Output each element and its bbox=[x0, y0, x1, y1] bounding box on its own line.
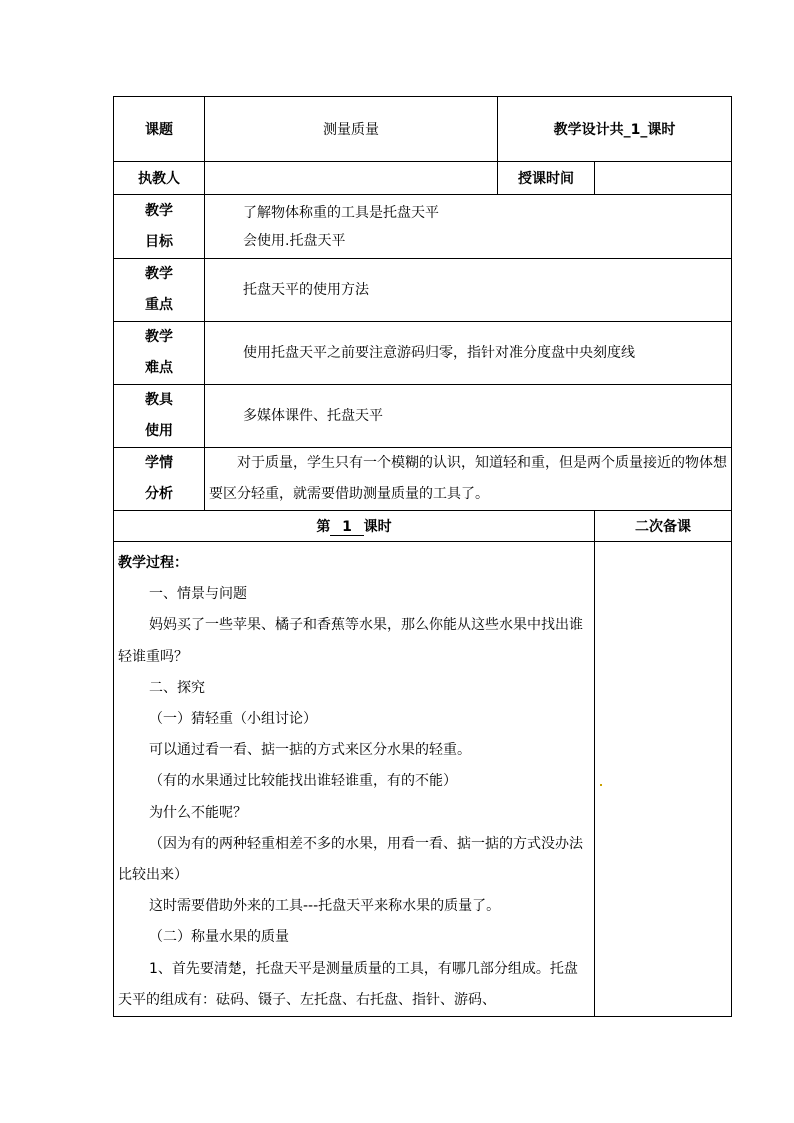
secondary-prep-heading: 二次备课 bbox=[595, 511, 732, 542]
title-row bbox=[114, 97, 732, 162]
process-line: 一、情景与问题 bbox=[149, 586, 247, 603]
teacher-row bbox=[114, 162, 732, 195]
process-line: 可以通过看一看、掂一掂的方式来区分水果的轻重。 bbox=[149, 742, 471, 759]
objectives-label: 教学 目标 bbox=[114, 195, 205, 259]
analysis-row bbox=[114, 448, 732, 511]
time-label: 授课时间 bbox=[498, 162, 595, 195]
time-value bbox=[595, 162, 732, 195]
materials-content: 多媒体课件、托盘天平 bbox=[205, 385, 732, 448]
difficulty-content: 使用托盘天平之前要注意游码归零，指针对准分度盘中央刻度线 bbox=[205, 322, 732, 385]
analysis-content: 对于质量，学生只有一个模糊的认识，知道轻和重，但是两个质量接近的物体想要区分轻重，就需要借助测量质量的工具了。 bbox=[205, 448, 732, 511]
process-line: 为什么不能呢？ bbox=[149, 804, 247, 821]
process-row bbox=[114, 542, 732, 1017]
materials-row bbox=[114, 385, 732, 448]
subject-label: 课题 bbox=[114, 97, 205, 162]
process-line: （有的水果通过比较能找出谁轻谁重，有的不能） bbox=[149, 773, 457, 790]
process-title: 教学过程： bbox=[118, 555, 188, 571]
process-line: （二）称量水果的质量 bbox=[149, 929, 289, 946]
subject-value: 测量质量 bbox=[205, 97, 498, 162]
secondary-prep-column bbox=[595, 542, 732, 1017]
teacher-value bbox=[205, 162, 498, 195]
process-line: 1、首先要清楚，托盘天平是测量质量的工具，有哪几部分组成。托盘天平的组成有：砝码、镊子、左托盘、右托盘、指针、游码、 bbox=[118, 960, 578, 1008]
teacher-label: 执教人 bbox=[114, 162, 205, 195]
difficulty-row bbox=[114, 322, 732, 385]
process-line: 这时需要借助外来的工具---托盘天平来称水果的质量了。 bbox=[149, 898, 501, 915]
stray-mark bbox=[600, 784, 602, 786]
process-line: 妈妈买了一些苹果、橘子和香蕉等水果，那么你能从这些水果中找出谁轻谁重吗？ bbox=[118, 617, 583, 665]
objectives-content: 了解物体称重的工具是托盘天平 会使用.托盘天平 bbox=[205, 195, 732, 259]
analysis-label: 学情 分析 bbox=[114, 448, 205, 511]
lesson-number-heading: 第 1 课时 bbox=[114, 511, 595, 542]
section-row bbox=[114, 511, 732, 542]
process-line: （因为有的两种轻重相差不多的水果，用看一看、掂一掂的方式没办法比较出来） bbox=[118, 835, 583, 884]
process-line: 二、探究 bbox=[149, 679, 205, 696]
process-line: （一）猜轻重（小组讨论） bbox=[149, 711, 317, 728]
teaching-process bbox=[114, 542, 595, 1017]
materials-label: 教具 使用 bbox=[114, 385, 205, 448]
keypoints-row bbox=[114, 259, 732, 322]
design-total: 教学设计共_1_课时 bbox=[498, 97, 732, 162]
keypoints-content: 托盘天平的使用方法 bbox=[205, 259, 732, 322]
objectives-row bbox=[114, 195, 732, 259]
keypoints-label: 教学 重点 bbox=[114, 259, 205, 322]
lesson-plan-table bbox=[113, 96, 732, 1017]
difficulty-label: 教学 难点 bbox=[114, 322, 205, 385]
